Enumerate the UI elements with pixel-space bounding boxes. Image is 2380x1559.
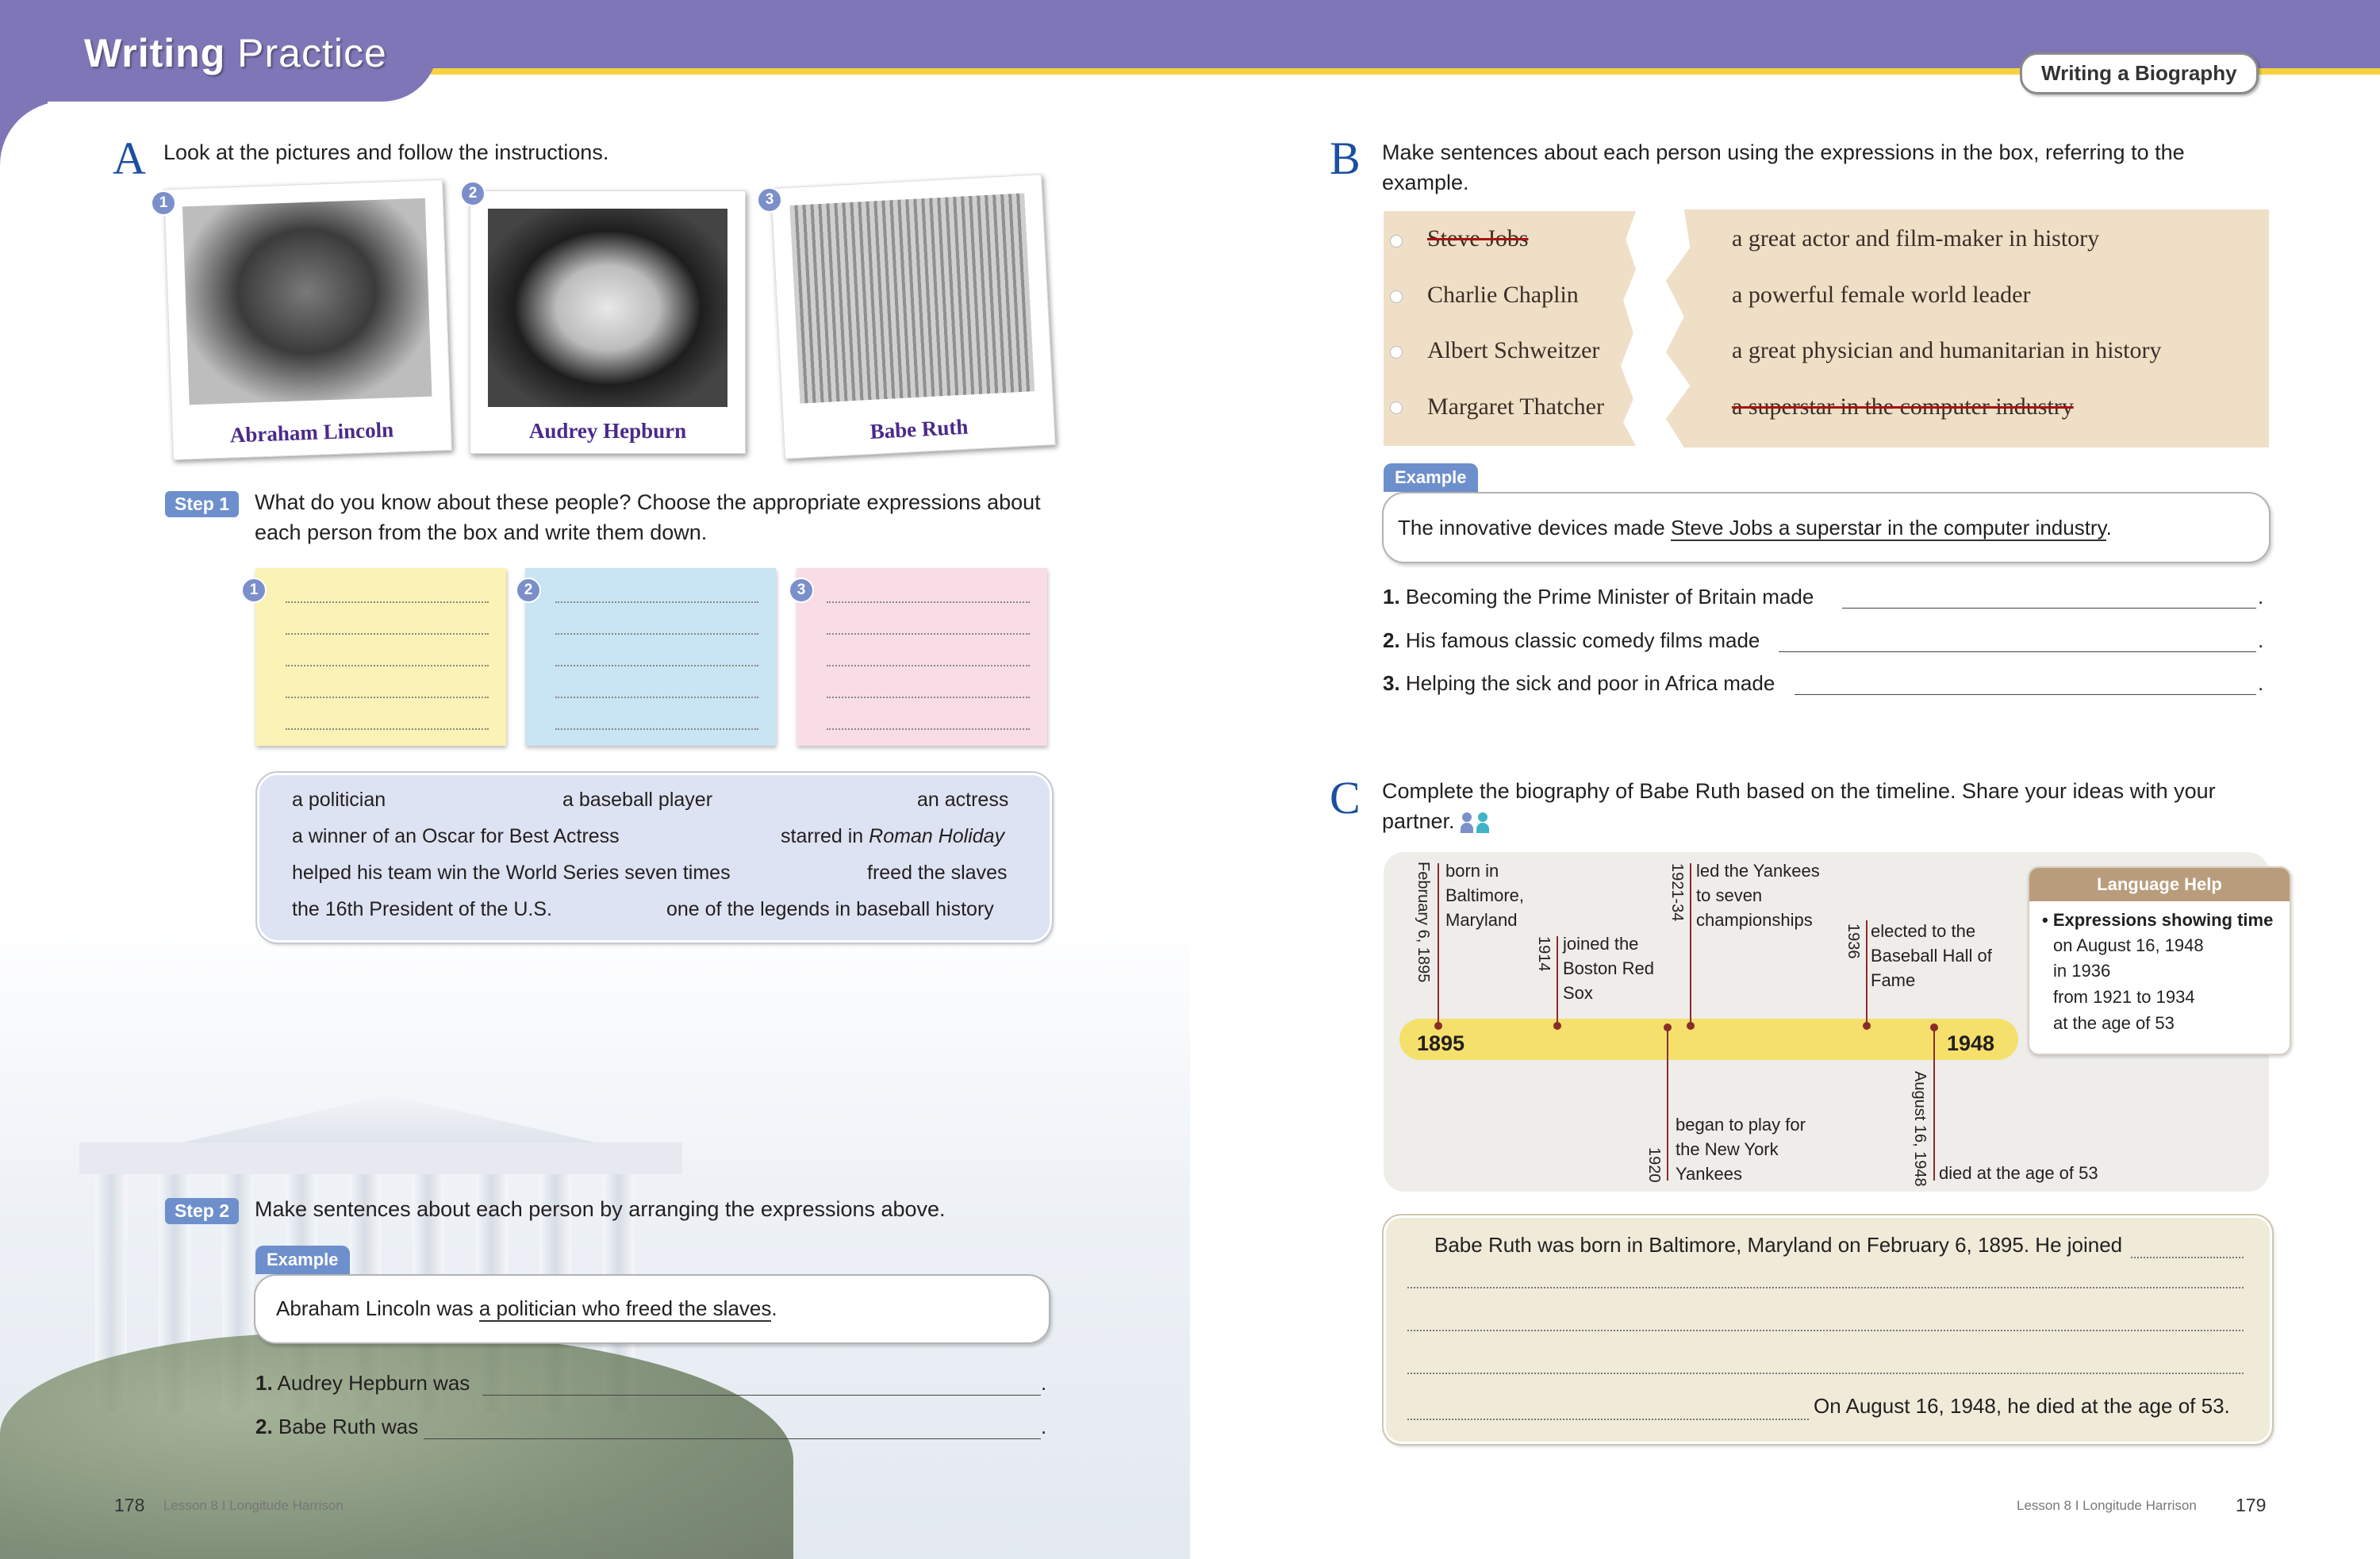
lincoln-portrait	[182, 198, 432, 405]
phrase-item: a powerful female world leader	[1732, 282, 2031, 308]
step-2-label: Step 2	[165, 1198, 239, 1224]
answer-line[interactable]	[1842, 608, 2256, 609]
timeline-bar	[1399, 1019, 2018, 1060]
expression: a politician	[292, 789, 386, 811]
event-date: 1920	[1645, 1147, 1663, 1183]
example-tab: Example	[1384, 463, 1478, 492]
language-help-item: from 1921 to 1934	[2053, 987, 2195, 1007]
language-help-item: on August 16, 1948	[2053, 935, 2204, 955]
expression: starred in Roman Holiday	[781, 825, 1005, 847]
exercise-item: 3. Helping the sick and poor in Africa made	[1383, 671, 1775, 695]
exercise-item: 2. Babe Ruth was	[255, 1415, 419, 1438]
period: .	[2258, 585, 2264, 609]
period: .	[1041, 1415, 1047, 1438]
exercise-item: 1. Audrey Hepburn was	[255, 1371, 470, 1395]
biography-last-line: On August 16, 1948, he died at the age of 53.	[1814, 1394, 2230, 1418]
phrase-item: a great actor and film-maker in history	[1732, 225, 2100, 252]
section-c-letter: C	[1330, 772, 1361, 824]
event-date: August 16, 1948	[1911, 1071, 1929, 1187]
language-help-heading: • Expressions showing time	[2042, 910, 2274, 930]
section-b-instruction: Make sentences about each person using the expressions in the box, referring to the example.	[1382, 140, 2185, 194]
expression: a baseball player	[562, 789, 713, 811]
answer-line[interactable]	[1795, 694, 2256, 695]
spiral-hole	[1390, 346, 1403, 359]
expression: freed the slaves	[867, 862, 1008, 884]
section-a-letter: A	[113, 132, 146, 184]
event-date: 1914	[1535, 936, 1553, 972]
photo-number: 2	[460, 181, 486, 206]
name-item: Albert Schweitzer	[1427, 337, 1600, 363]
expression: the 16th President of the U.S.	[292, 898, 552, 920]
photo-number: 3	[757, 187, 782, 213]
section-c-instruction: Complete the biography of Babe Ruth based on the timeline. Share your ideas with your partner.	[1382, 779, 2216, 833]
event-text: joined the Boston Red Sox	[1563, 934, 1654, 1003]
exercise-item: 2. His famous classic comedy films made	[1383, 628, 1760, 652]
event-text: born in Baltimore, Maryland	[1445, 861, 1525, 930]
name-item: Margaret Thatcher	[1427, 394, 1604, 420]
page-number-left: 178	[114, 1495, 145, 1515]
event-line	[1438, 863, 1439, 1025]
note-1[interactable]	[255, 568, 506, 746]
exercise-item: 1. Becoming the Prime Minister of Britain made	[1383, 585, 1814, 609]
photo-caption: Babe Ruth	[869, 414, 969, 444]
event-dot	[1553, 1022, 1561, 1030]
section-a-instruction: Look at the pictures and follow the instructions.	[163, 140, 609, 164]
photo-hepburn	[470, 190, 746, 454]
writing-line[interactable]	[1407, 1419, 1809, 1420]
event-text: led the Yankees to seven championships	[1696, 861, 1820, 930]
event-line	[1933, 1028, 1935, 1181]
name-item: Steve Jobs	[1427, 225, 1529, 252]
period: .	[2258, 628, 2264, 652]
spiral-hole	[1390, 401, 1403, 414]
expression: helped his team win the World Series seven times	[292, 862, 731, 884]
note-number: 1	[241, 578, 267, 603]
phrase-item: a superstar in the computer industry	[1732, 394, 2074, 420]
event-line	[1866, 920, 1868, 1025]
photo-caption: Abraham Lincoln	[229, 417, 394, 447]
note-number: 3	[789, 578, 814, 603]
example-sentence: Abraham Lincoln was a politician who freed the slaves.	[276, 1296, 777, 1320]
photo-caption: Audrey Hepburn	[528, 419, 687, 443]
writing-line[interactable]	[1407, 1373, 2244, 1374]
expression: a winner of an Oscar for Best Actress	[292, 825, 620, 847]
writing-line[interactable]	[1407, 1287, 2244, 1288]
answer-line[interactable]	[424, 1438, 1041, 1439]
photo-ruth	[770, 174, 1055, 459]
event-dot	[1434, 1022, 1442, 1030]
section-b-letter: B	[1330, 132, 1361, 184]
event-text: died at the age of 53	[1939, 1163, 2098, 1183]
phrase-item: a great physician and humanitarian in history	[1732, 337, 2162, 363]
event-dot	[1687, 1022, 1695, 1030]
biography-first-line: Babe Ruth was born in Baltimore, Maryland on February 6, 1895. He joined	[1434, 1233, 2123, 1257]
writing-line[interactable]	[2131, 1257, 2244, 1258]
step-1-instruction: What do you know about these people? Choose the appropriate expressions about each person from the box and write them down.	[255, 490, 1041, 544]
step-2-instruction: Make sentences about each person by arranging the expressions above.	[255, 1197, 946, 1221]
language-help-title: Language Help	[2029, 868, 2290, 901]
note-3[interactable]	[797, 568, 1047, 746]
language-help-item: at the age of 53	[2053, 1013, 2175, 1033]
event-line	[1690, 863, 1691, 1025]
topic-badge: Writing a Biography	[2020, 52, 2259, 94]
event-line	[1667, 1028, 1668, 1181]
step-1-label: Step 1	[165, 491, 239, 517]
language-help-item: in 1936	[2053, 961, 2111, 981]
page-number-right: 179	[2236, 1495, 2267, 1515]
event-text: elected to the Baseball Hall of Fame	[1871, 921, 1992, 990]
event-date: 1921-34	[1668, 863, 1686, 922]
photo-lincoln	[163, 179, 452, 460]
expression: one of the legends in baseball history	[666, 898, 994, 920]
photo-number: 1	[151, 190, 176, 216]
example-sentence: The innovative devices made Steve Jobs a superstar in the computer industry.	[1398, 516, 2112, 540]
pair-work-icon	[1461, 811, 1492, 835]
spiral-hole	[1390, 235, 1403, 248]
event-dot	[1863, 1022, 1871, 1030]
expression: an actress	[917, 789, 1009, 811]
event-date: February 6, 1895	[1415, 862, 1432, 983]
period: .	[2258, 671, 2264, 695]
ruth-portrait	[789, 193, 1035, 403]
page-title: Writing Practice	[84, 31, 387, 75]
writing-line[interactable]	[1407, 1330, 2244, 1331]
example-tab: Example	[255, 1246, 350, 1274]
answer-line[interactable]	[482, 1395, 1041, 1396]
timeline-start-year: 1895	[1417, 1031, 1465, 1055]
hepburn-portrait	[488, 209, 727, 407]
note-number: 2	[516, 578, 541, 603]
footer-right: Lesson 8 I Longitude Harrison	[2017, 1498, 2197, 1513]
name-item: Charlie Chaplin	[1427, 282, 1579, 308]
spiral-hole	[1390, 290, 1403, 303]
answer-line[interactable]	[1779, 651, 2256, 652]
period: .	[1041, 1371, 1047, 1395]
timeline-end-year: 1948	[1947, 1031, 1995, 1055]
footer-left: Lesson 8 I Longitude Harrison	[163, 1498, 344, 1513]
event-line	[1557, 936, 1558, 1025]
event-text: began to play for the New York Yankees	[1676, 1115, 1806, 1184]
note-2[interactable]	[525, 568, 776, 746]
event-date: 1936	[1844, 923, 1862, 959]
